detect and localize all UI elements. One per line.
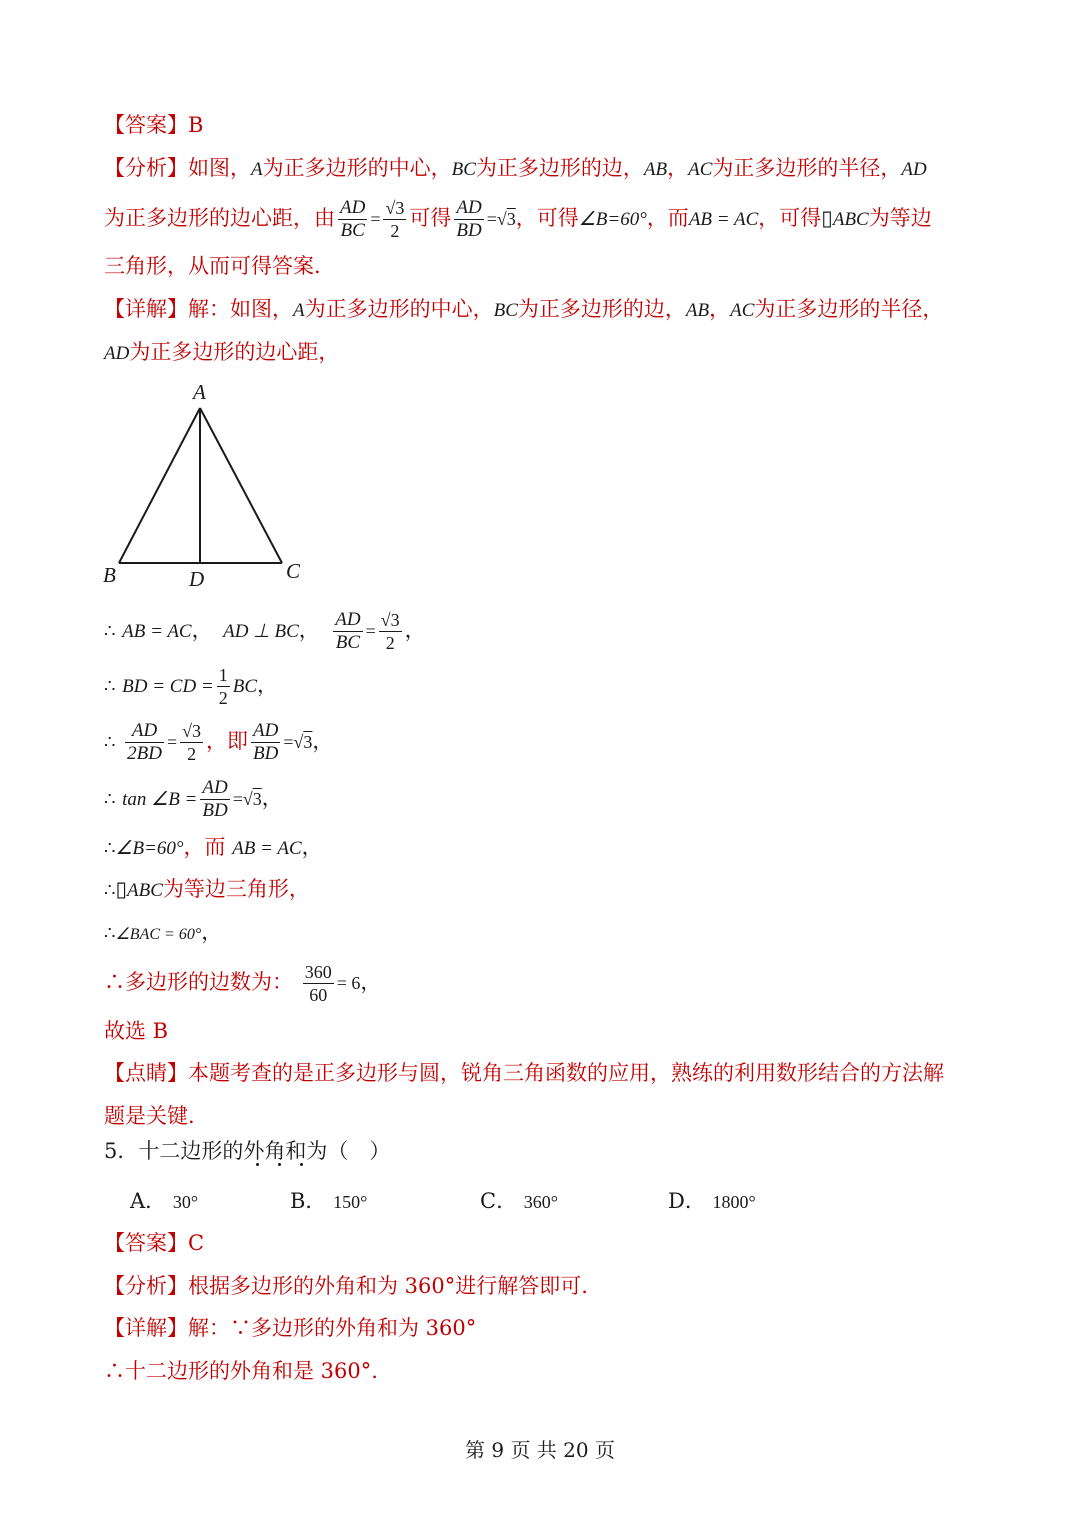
page-footer: 第 9 页 共 20 页 xyxy=(465,1438,615,1462)
q4-comment-line2: 题是关键. xyxy=(104,1104,195,1128)
step-3: ∴ $\frac{AD}{2BD}$ = $\frac{√3}{2}$ ，即 $\frac{AD}{BD}$ =√3， xyxy=(104,720,334,764)
side-ac xyxy=(200,408,282,563)
fraction-ad-bc: $\frac{AD}{BC}$ xyxy=(340,197,366,241)
step-7: ∴∠BAC = 60°， xyxy=(104,920,223,944)
q4-choose: 故选 B xyxy=(104,1019,169,1043)
q5-conclusion: ∴十二边形的外角和是 360°. xyxy=(104,1359,378,1383)
triangle-figure xyxy=(95,378,315,593)
q4-answer: 【答案】B xyxy=(104,113,204,137)
step-4: ∴ tan ∠B = $\frac{AD}{BD}$ =√3， xyxy=(104,777,283,821)
q4-comment-line1: 【点睛】本题考查的是正多边形与圆，锐角三角函数的应用，熟练的利用数形结合的方法解 xyxy=(104,1061,944,1085)
q4-analysis-line2: 为正多边形的边心距，由 $\frac{AD}{BC}$ = $\frac{√3}{2}$ 可得 $\frac{AD}{BD}$ =√3，可得∠B=60°，而AB = AC，可得▯ABC为等边 xyxy=(104,197,932,241)
q5-option-c: C． 360° xyxy=(480,1189,558,1213)
step-5: ∴∠B=60°，而 AB = AC， xyxy=(104,835,323,859)
q5-question: 5．十二边形的外角和为（ ） xyxy=(104,1139,391,1163)
q5-detail: 【详解】解：∵多边形的外角和为 360° xyxy=(104,1316,477,1340)
q4-detail-line2: AD为正多边形的边心距， xyxy=(104,340,340,364)
step-6: ∴▯ABC为等边三角形， xyxy=(104,877,310,901)
vertex-label-c: C xyxy=(286,559,301,583)
side-ab xyxy=(119,408,200,563)
emphasis-dot xyxy=(300,1163,303,1166)
fraction-ad-bd: $\frac{AD}{BD}$ xyxy=(456,197,482,241)
emphasis-dot xyxy=(278,1163,281,1166)
fraction-sqrt3-2: $\frac{√3}{2}$ xyxy=(385,198,405,241)
vertex-label-a: A xyxy=(193,380,206,404)
emphasis-dot xyxy=(256,1163,259,1166)
q5-answer: 【答案】C xyxy=(104,1231,205,1255)
q4-analysis-line1: 【分析】如图，A为正多边形的中心，BC为正多边形的边，AB，AC为正多边形的半径，AD xyxy=(104,156,927,180)
step-2: ∴ BD = CD = $\frac{1}{2}$ BC， xyxy=(104,665,279,708)
q5-analysis: 【分析】根据多边形的外角和为 360°进行解答即可. xyxy=(104,1274,588,1298)
q5-option-d: D． 1800° xyxy=(668,1189,756,1213)
q5-option-b: B． 150° xyxy=(290,1189,368,1213)
q4-analysis-line3: 三角形，从而可得答案. xyxy=(104,254,321,278)
q4-detail-line1: 【详解】解：如图，A为正多边形的中心，BC为正多边形的边，AB，AC为正多边形的半径， xyxy=(104,297,944,321)
point-label-d: D xyxy=(189,567,205,591)
q5-option-a: A． 30° xyxy=(130,1189,199,1213)
vertex-label-b: B xyxy=(103,563,116,587)
step-8: ∴多边形的边数为： $\frac{360}{60}$ = 6， xyxy=(104,962,382,1005)
step-1: ∴ AB = AC， AD ⊥ BC， $\frac{AD}{BC}$ = $\frac{√3}{2}$ ， xyxy=(104,609,426,653)
